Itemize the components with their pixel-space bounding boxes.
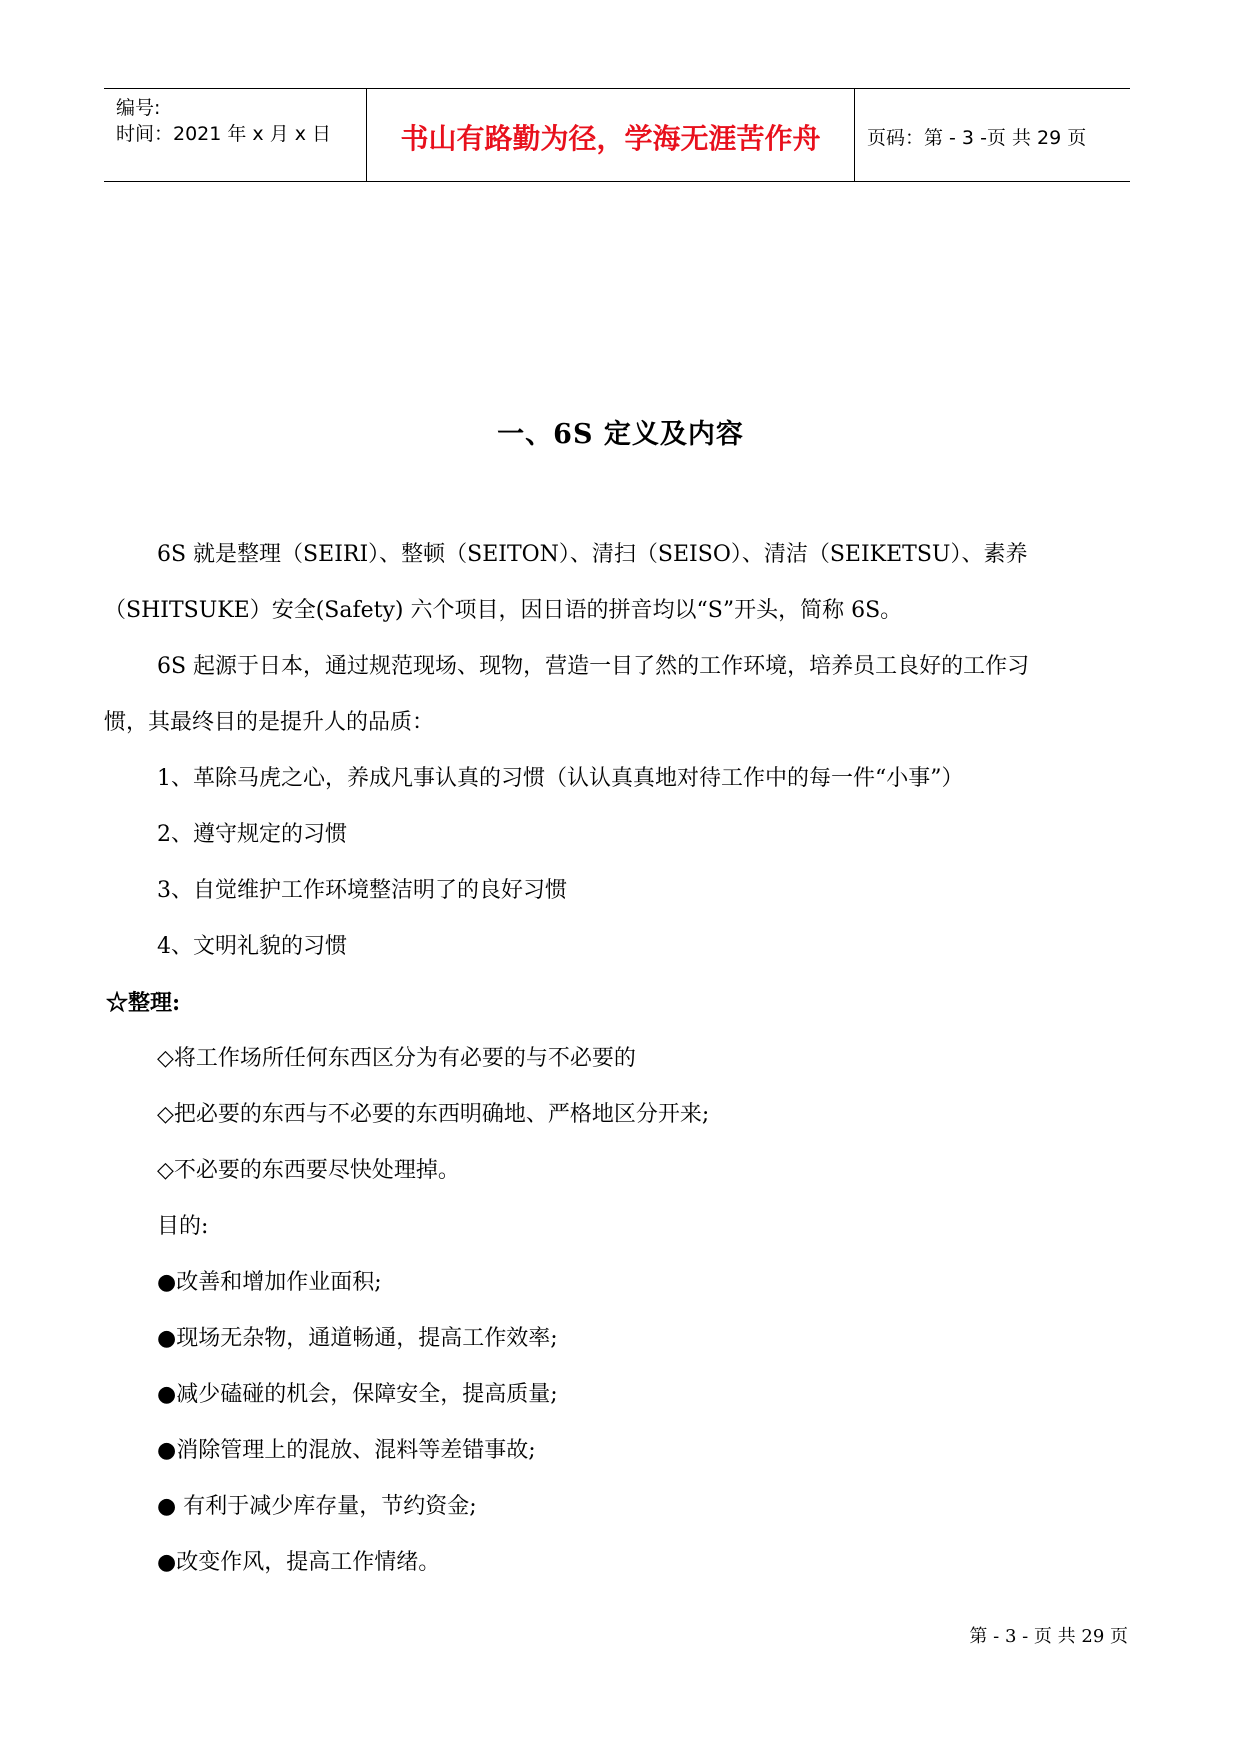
diamond-item: ◇将工作场所任何东西区分为有必要的与不必要的	[157, 1046, 636, 1071]
purpose-item: ●现场无杂物，通道畅通，提高工作效率;	[157, 1326, 558, 1351]
header-info-cell	[104, 89, 366, 181]
subsection-heading: ☆整理:	[106, 990, 181, 1016]
serial-number-label: 编号:	[116, 97, 161, 119]
diamond-item: ◇不必要的东西要尽快处理掉。	[157, 1158, 460, 1183]
purpose-item: ●减少磕碰的机会，保障安全，提高质量;	[157, 1382, 558, 1407]
paragraph-line: （SHITSUKE）安全(Safety) 六个项目，因日语的拼音均以“S”开头，简称 6S。	[104, 598, 903, 623]
time-label: 时间：2021 年 x 月 x 日	[116, 123, 332, 145]
paragraph-line: 6S 就是整理（SEIRI）、整顿（SEITON）、清扫（SEISO）、清洁（SEIKETSU）、素养	[157, 542, 1028, 567]
purpose-item: ●改善和增加作业面积;	[157, 1270, 382, 1295]
diamond-item: ◇把必要的东西与不必要的东西明确地、严格地区分开来;	[157, 1102, 710, 1127]
purpose-item: ●改变作风，提高工作情绪。	[157, 1550, 441, 1575]
page-header	[104, 88, 1130, 182]
motto: 书山有路勤为径，学海无涯苦作舟	[400, 122, 821, 155]
list-item: 4、文明礼貌的习惯	[157, 934, 347, 959]
purpose-item: ●消除管理上的混放、混料等差错事故;	[157, 1438, 536, 1463]
header-page-cell	[855, 89, 1130, 181]
page-footer: 第 - 3 - 页 共 29 页	[969, 1626, 1128, 1647]
paragraph-line: 6S 起源于日本，通过规范现场、现物，营造一目了然的工作环境，培养员工良好的工作习	[157, 654, 1030, 679]
list-item: 2、遵守规定的习惯	[157, 822, 347, 847]
paragraph-line: 惯，其最终目的是提升人的品质：	[104, 710, 435, 735]
list-item: 3、自觉维护工作环境整洁明了的良好习惯	[157, 878, 567, 903]
section-title: 一、6S 定义及内容	[497, 419, 744, 450]
list-item: 1、革除马虎之心，养成凡事认真的习惯（认认真真地对待工作中的每一件“小事”）	[157, 766, 964, 791]
header-motto-cell	[366, 89, 855, 181]
purpose-label: 目的:	[157, 1214, 209, 1239]
page-number-label: 页码：第 - 3 -页 共 29 页	[867, 127, 1087, 149]
purpose-item: ● 有利于减少库存量，节约资金;	[157, 1494, 477, 1519]
